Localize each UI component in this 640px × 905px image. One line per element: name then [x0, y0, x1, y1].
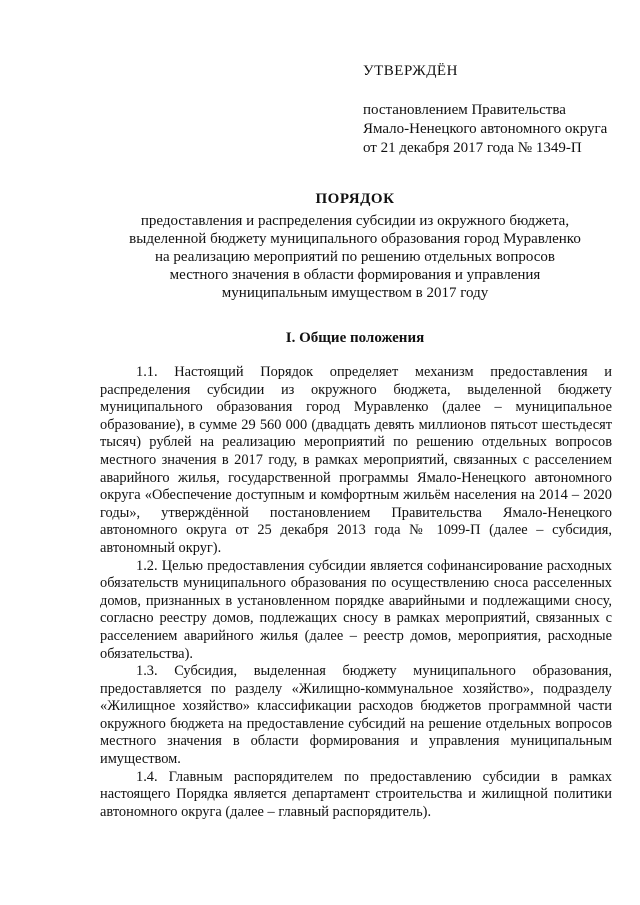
document-title	[100, 190, 610, 302]
title-line-2: выделенной бюджету муниципального образования город Муравленко	[129, 231, 581, 247]
paragraph-1-3: 1.3. Субсидия, выделенная бюджету муниципального образования, предоставляется по разделу «Жилищно-коммунальное хозяйство», подразделу «Жилищное хозяйство» классификации расходов бюджетов программной части окружного бюджета на предоставление субсидий на решение отдельных вопросов местного значения в области формирования и управления муниципальным имуществом.	[100, 663, 612, 768]
title-line-3: на реализацию мероприятий по решению отдельных вопросов	[154, 249, 556, 265]
section-body	[100, 364, 612, 821]
paragraph-1-2: 1.2. Целью предоставления субсидии является софинансирование расходных обязательств муниципального образования по осуществлению сноса расселенных домов, признанных в установленном порядке аварийными и подлежащими сносу, согласно реестру домов, подлежащих сносу в рамках мероприятий, связанных с расселением аварийного жилья (далее – реестр домов, мероприятия, расходные обязательства).	[100, 557, 612, 662]
section-title: I. Общие положения	[285, 330, 425, 346]
title-line-4: местного значения в области формирования и управления	[169, 267, 541, 283]
approval-line-3: от 21 декабря 2017 года № 1349-П	[363, 140, 582, 156]
title-line-1: предоставления и распределения субсидии из окружного бюджета,	[140, 213, 570, 229]
title-main: ПОРЯДОК	[315, 191, 395, 207]
paragraph-1-1: 1.1. Настоящий Порядок определяет механизм предоставления и распределения субсидии из окружного бюджета, выделенной бюджету муниципального образования город Муравленко (далее – муниципальное образование), в сумме 29 560 000 (двадцать девять миллионов пятьсот шестьдесят тысяч) рублей на реализацию мероприятий по решению отдельных вопросов местного значения в 2017 году, в рамках мероприятий, связанных с расселением аварийного жилья, государственной программы Ямало-Ненецкого автономного округа «Обеспечение доступным и комфортным жильём населения на 2014 – 2020 годы», утверждённой постановлением Правительства Ямало-Ненецкого автономного округа от 25 декабря 2013 года № 1099-П (далее – субсидия, автономный округ).	[100, 364, 612, 556]
approval-heading: УТВЕРЖДЁН	[363, 63, 458, 79]
approval-line-2: Ямало-Ненецкого автономного округа	[363, 121, 608, 137]
title-line-5: муниципальным имуществом в 2017 году	[221, 285, 489, 301]
paragraph-1-4: 1.4. Главным распорядителем по предоставлению субсидии в рамках настоящего Порядка является департамент строительства и жилищной политики автономного округа (далее – главный распорядитель).	[100, 768, 612, 820]
approval-stamp	[363, 62, 607, 158]
approval-line-1: постановлением Правительства	[363, 102, 566, 118]
